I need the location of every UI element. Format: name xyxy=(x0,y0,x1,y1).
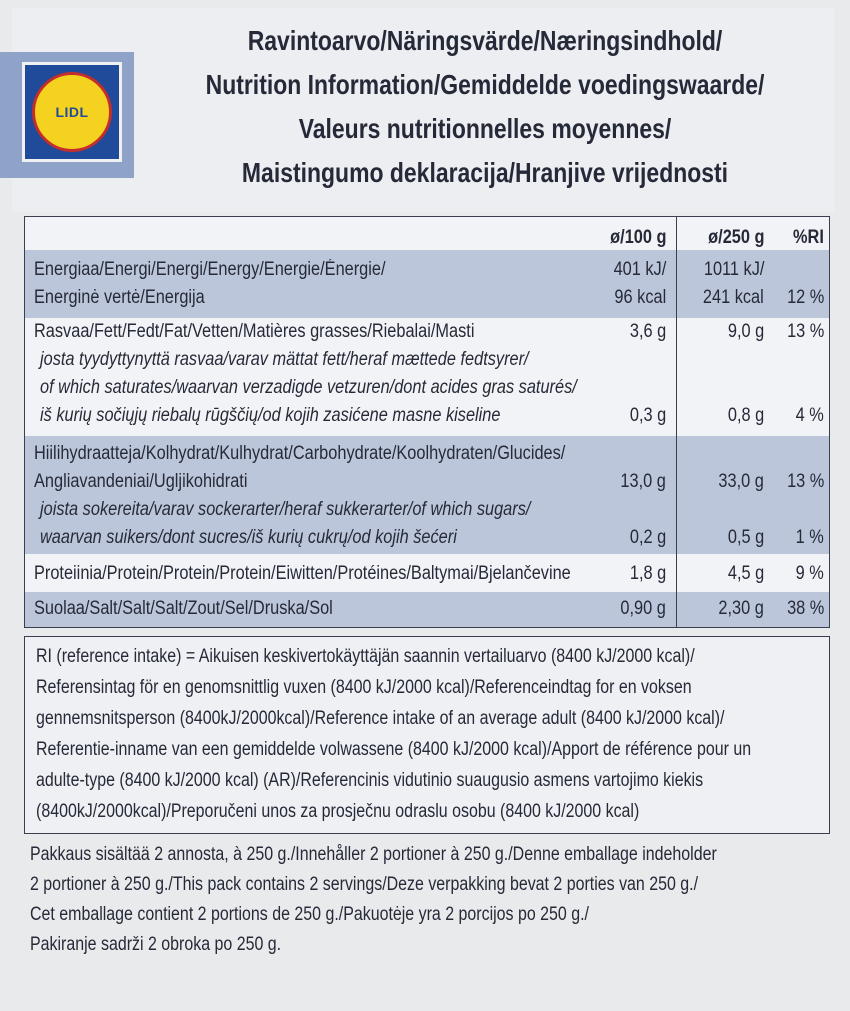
logo-circle xyxy=(32,72,112,152)
lidl-logo xyxy=(22,62,122,162)
ri-line: Referentie-inname van een gemiddelde volwassene (8400 kJ/2000 kcal)/Apport de référence pour un xyxy=(36,739,752,760)
pack-line: Cet emballage contient 2 portions de 250 g./Pakuotėje yra 2 porcijos po 250 g./ xyxy=(30,904,589,925)
title-line-2: Nutrition Information/Gemiddelde voedingswaarde/ xyxy=(205,69,765,100)
row-label: Hiilihydraatteja/Kolhydrat/Kulhydrat/Carbohydrate/Koolhydraten/Glucides/ xyxy=(34,443,566,464)
row-value-100: 3,6 g xyxy=(629,321,666,342)
title-line-4: Maistingumo deklaracija/Hranjive vrijednosti xyxy=(241,157,729,188)
row-label: Angliavandeniai/Ugljikohidrati xyxy=(34,471,248,492)
ri-line: (8400kJ/2000kcal)/Preporučeni unos za prosječnu odraslu osobu (8400 kJ/2000 kcal) xyxy=(36,801,640,822)
row-value-100: 1,8 g xyxy=(629,563,666,584)
row-label: Proteiinia/Protein/Protein/Protein/Eiwitten/Protéines/Baltymai/Bjelančevine xyxy=(34,563,571,584)
row-value-250: 2,30 g xyxy=(718,598,764,619)
pack-line: 2 portioner à 250 g./This pack contains 2 servings/Deze verpakking bevat 2 porties van 250 g./ xyxy=(30,874,699,895)
row-label: Energiaa/Energi/Energi/Energy/Energie/Énergie/ xyxy=(34,259,386,280)
ri-line: adulte-type (8400 kJ/2000 kcal) (AR)/Referencinis vidutinio suaugusio asmens vartojimo kiekis xyxy=(36,770,704,791)
ri-line: Referensintag för en genomsnittlig vuxen (8400 kJ/2000 kcal)/Referenceindtag for en voksen xyxy=(36,677,692,698)
row-value-250: 1011 kJ/ xyxy=(703,259,764,280)
ri-line: RI (reference intake) = Aikuisen keskivertokäyttäjän saannin vertailuarvo (8400 kJ/2000 kcal)/ xyxy=(36,646,695,667)
row-value-ri: 13 % xyxy=(786,321,824,342)
row-value-100: 0,2 g xyxy=(629,527,666,548)
row-value-ri: 38 % xyxy=(786,598,824,619)
row-label: josta tyydyttynyttä rasvaa/varav mättat fett/heraf mættede fedtsyrer/ xyxy=(40,349,529,370)
ri-line: gennemsnitsperson (8400kJ/2000kcal)/Reference intake of an average adult (8400 kJ/2000 kcal)/ xyxy=(36,708,725,729)
pack-line: Pakiranje sadrži 2 obroka po 250 g. xyxy=(30,934,282,955)
header-per250: ø/250 g xyxy=(707,227,764,248)
row-value-ri: 13 % xyxy=(786,471,824,492)
row-value-ri: 9 % xyxy=(795,563,824,584)
row-value-250: 0,8 g xyxy=(727,405,764,426)
column-divider xyxy=(676,216,677,628)
header-per100: ø/100 g xyxy=(609,227,666,248)
row-value-250: 4,5 g xyxy=(727,563,764,584)
title-line-3: Valeurs nutritionnelles moyennes/ xyxy=(298,113,672,144)
row-value-250: 241 kcal xyxy=(703,287,764,308)
row-value-100: 401 kJ/ xyxy=(613,259,666,280)
logo-text: LIDL xyxy=(55,104,89,120)
row-label: Rasvaa/Fett/Fedt/Fat/Vetten/Matières grasses/Riebalai/Masti xyxy=(34,321,475,342)
row-label: Suolaa/Salt/Salt/Salt/Zout/Sel/Druska/Sol xyxy=(34,598,333,619)
row-label: Energinė vertė/Energija xyxy=(34,287,205,308)
row-label: joista sokereita/varav sockerarter/heraf sukkerarter/of which sugars/ xyxy=(40,499,531,520)
row-label: of which saturates/waarvan verzadigde vetzuren/dont acides gras saturés/ xyxy=(40,377,577,398)
row-value-ri: 12 % xyxy=(786,287,824,308)
row-value-100: 96 kcal xyxy=(614,287,666,308)
row-value-ri: 4 % xyxy=(795,405,824,426)
row-value-ri: 1 % xyxy=(795,527,824,548)
row-value-250: 0,5 g xyxy=(727,527,764,548)
pack-line: Pakkaus sisältää 2 annosta, à 250 g./Innehåller 2 portioner à 250 g./Denne emballage indeholder xyxy=(30,844,717,865)
row-value-100: 0,90 g xyxy=(620,598,666,619)
row-label: waarvan suikers/dont sucres/iš kurių cukrų/od kojih šećeri xyxy=(40,527,457,548)
row-value-250: 33,0 g xyxy=(718,471,764,492)
row-value-100: 13,0 g xyxy=(620,471,666,492)
row-label: iš kurių sočiųjų riebalų rūgščių/od kojih zasićene masne kiseline xyxy=(40,405,501,426)
header-ri: %RI xyxy=(793,227,824,248)
row-value-250: 9,0 g xyxy=(727,321,764,342)
title-line-1: Ravintoarvo/Näringsvärde/Næringsindhold/ xyxy=(247,25,723,56)
row-value-100: 0,3 g xyxy=(629,405,666,426)
